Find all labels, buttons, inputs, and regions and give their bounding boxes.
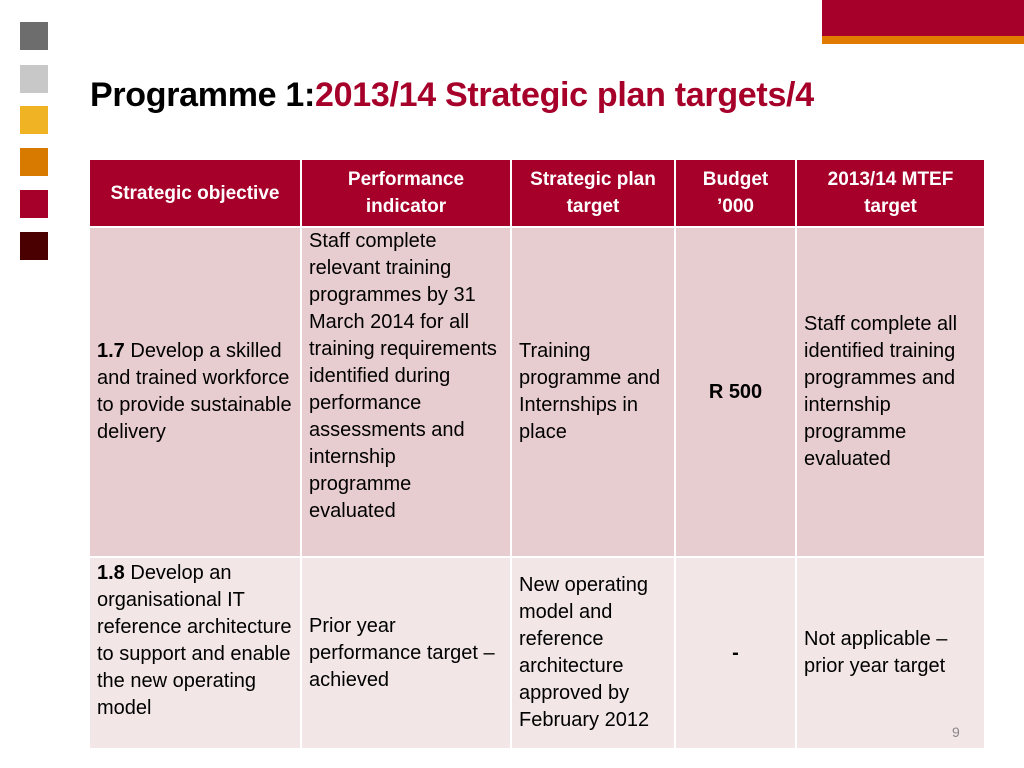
header-strategic-plan-target: Strategic plan target: [511, 159, 675, 227]
mtef-target-cell: Not applicable – prior year target: [796, 557, 985, 749]
table-row: [89, 227, 985, 557]
decor-square-3: [20, 106, 48, 134]
objective-text: Develop an organisational IT reference architecture to support and enable the new operating model: [97, 562, 292, 719]
mtef-target-cell: Staff complete all identified training programmes and internship programme evaluated: [796, 227, 985, 557]
header-bar-red: [822, 0, 1024, 36]
title-prefix: Programme 1:: [90, 76, 316, 114]
decor-square-6: [20, 232, 48, 260]
decor-square-4: [20, 148, 48, 176]
objective-cell: [89, 557, 301, 749]
header-mtef-target: 2013/14 MTEF target: [796, 159, 985, 227]
decor-square-1: [20, 22, 48, 50]
indicator-cell: Prior year performance target – achieved: [301, 557, 511, 749]
objective-cell: [89, 227, 301, 557]
title-main: 2013/14 Strategic plan targets/4: [315, 76, 814, 114]
objective-text: Develop a skilled and trained workforce to provide sustainable delivery: [97, 340, 292, 443]
decor-square-5: [20, 190, 48, 218]
budget-cell: -: [675, 557, 796, 749]
targets-table: [88, 158, 986, 750]
plan-target-cell: New operating model and reference architecture approved by February 2012: [511, 557, 675, 749]
indicator-cell: Staff complete relevant training programmes by 31 March 2014 for all training requirements identified during performance assessments and internship programme evaluated: [301, 227, 511, 557]
header-bar-orange: [822, 36, 1024, 44]
objective-number: 1.7: [97, 340, 125, 362]
header-budget: Budget ’000: [675, 159, 796, 227]
table-row: [89, 557, 985, 749]
page-number: 9: [952, 724, 960, 740]
header-performance-indicator: Performance indicator: [301, 159, 511, 227]
header-strategic-objective: Strategic objective: [89, 159, 301, 227]
decor-square-2: [20, 65, 48, 93]
budget-cell: R 500: [675, 227, 796, 557]
objective-number: 1.8: [97, 562, 125, 584]
page-title: [90, 76, 814, 115]
plan-target-cell: Training programme and Internships in place: [511, 227, 675, 557]
table-header-row: [89, 159, 985, 227]
